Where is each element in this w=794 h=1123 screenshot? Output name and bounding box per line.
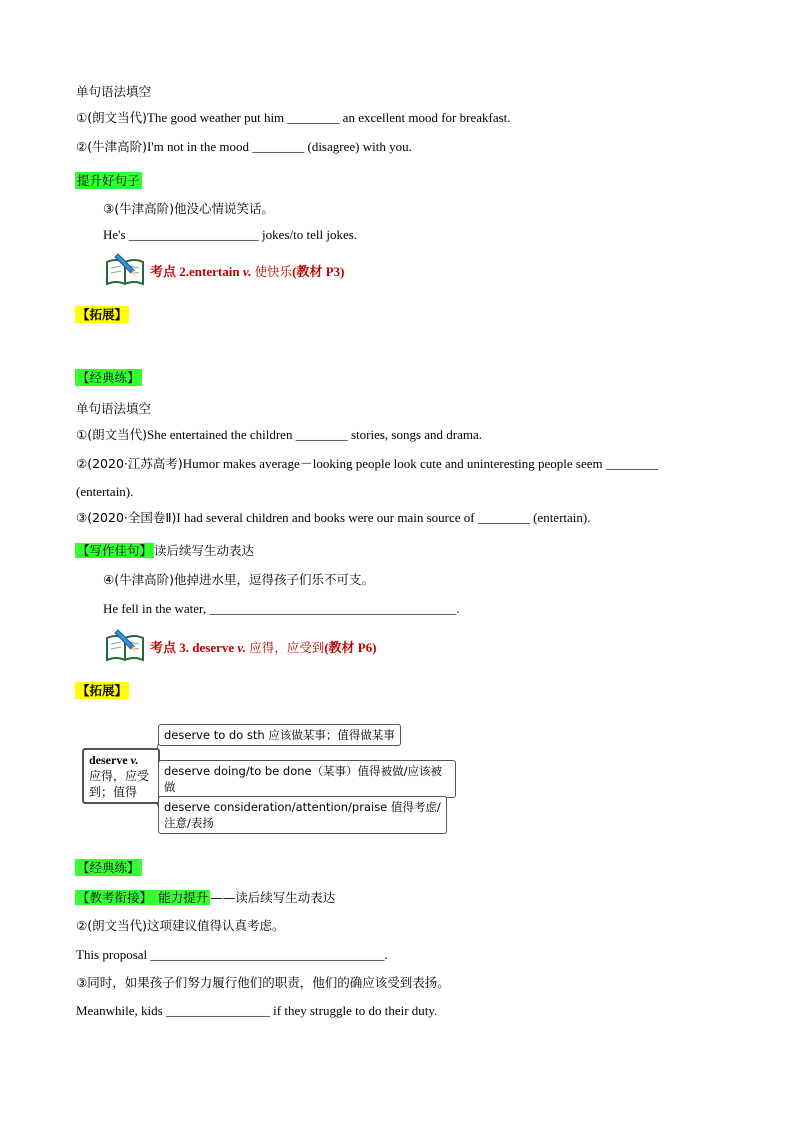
question-text: The good weather put him ________ an excellent mood for breakfast.: [146, 110, 511, 125]
question-number: ③: [76, 510, 88, 525]
writing-tag: 【写作佳句】: [77, 543, 153, 558]
book-pencil-icon: [104, 628, 146, 664]
question-1: [76, 426, 482, 444]
question-number: ②: [76, 456, 88, 471]
jiaokao-section: [75, 889, 335, 907]
jiaokao-tag: 【教考衔接】 能力提升: [77, 890, 209, 905]
question-1: [76, 109, 511, 127]
kaodian-pos: v.: [242, 263, 252, 279]
kaodian-3: [104, 628, 377, 664]
question-source: (朗文当代): [87, 918, 147, 933]
question-3-answer: He's ____________________ jokes/to tell jokes.: [103, 227, 358, 242]
question-2: [76, 455, 658, 473]
kaodian-2: [104, 252, 344, 288]
question-source: (2020·全国卷Ⅱ): [87, 510, 177, 525]
improve-sentence-tag: 提升好句子: [77, 173, 140, 188]
kaodian-meaning: 使快乐: [254, 263, 293, 279]
kaodian-word: entertain: [189, 263, 240, 279]
tuozhan-tag: 【拓展】: [77, 683, 128, 698]
question-number: ④: [103, 572, 115, 587]
jingdian-tag: 【经典练】: [77, 370, 140, 385]
question-number: ①: [76, 110, 88, 125]
writing-section: [75, 542, 254, 560]
question-number: ②: [76, 139, 88, 154]
question-source: (2020·江苏高考): [87, 456, 183, 471]
question-3: [76, 974, 450, 992]
question-text: Humor makes average－looking people look cute and uninteresting people seem ________: [182, 456, 658, 471]
question-text: 同时，如果孩子们努力履行他们的职责，他们的确应该受到表扬。: [87, 975, 450, 990]
mind-map-branch: deserve consideration/attention/praise 值得考虑/ 注意/表扬: [158, 796, 447, 834]
root-meaning: 应得，应受到；值得: [89, 769, 150, 799]
question-text: 这项建议值得认真考虑。: [146, 918, 285, 933]
question-text: I had several children and books were our main source of ________ (entertain).: [176, 510, 591, 525]
question-number: ③: [76, 975, 88, 990]
writing-desc: 读后续写生动表达: [154, 543, 255, 558]
question-text: 他掉进水里，逗得孩子们乐不可支。: [173, 572, 374, 587]
question-2: [76, 138, 412, 156]
question-text: I'm not in the mood ________ (disagree) with you.: [146, 139, 412, 154]
question-3: [103, 200, 274, 218]
question-text: She entertained the children ________ stories, songs and drama.: [146, 427, 483, 442]
kaodian-meaning: 应得，应受到: [249, 639, 325, 655]
tuozhan-tag: 【拓展】: [77, 307, 128, 322]
kaodian-label: 考点 3.: [150, 639, 190, 655]
question-2-continued: (entertain).: [76, 484, 134, 499]
kaodian-pos: v.: [237, 639, 246, 655]
mind-map-branch: deserve to do sth 应该做某事；值得做某事: [158, 724, 401, 746]
book-pencil-icon: [104, 252, 146, 288]
section-heading: 单句语法填空: [76, 401, 152, 416]
root-pos: v.: [130, 753, 139, 767]
question-3: [76, 509, 590, 527]
section-heading: 单句语法填空: [76, 84, 152, 99]
question-number: ①: [76, 427, 88, 442]
question-4-answer: He fell in the water, ______________________________________.: [103, 601, 460, 616]
kaodian-ref: (教材 P3): [292, 263, 345, 279]
question-source: (牛津高阶): [114, 201, 174, 216]
kaodian-label: 考点 2.: [150, 263, 190, 279]
kaodian-word: deserve: [192, 639, 235, 655]
jiaokao-desc: ——读后续写生动表达: [210, 890, 336, 905]
jingdian-tag: 【经典练】: [77, 860, 140, 875]
kaodian-ref: (教材 P6): [324, 639, 377, 655]
root-word: deserve: [89, 753, 128, 767]
mind-map-branch: deserve doing/to be done（某事）值得被做/应该被做: [158, 760, 456, 798]
question-3-answer: Meanwhile, kids ________________ if they struggle to do their duty.: [76, 1003, 438, 1018]
question-2: [76, 917, 285, 935]
question-text: 他没心情说笑话。: [173, 201, 274, 216]
question-number: ②: [76, 918, 88, 933]
question-2-answer: This proposal ____________________________________.: [76, 947, 388, 962]
question-source: (牛津高阶): [87, 139, 147, 154]
question-source: (朗文当代): [87, 427, 147, 442]
mind-map: [76, 716, 456, 840]
question-source: (朗文当代): [87, 110, 147, 125]
question-source: (牛津高阶): [114, 572, 174, 587]
question-number: ③: [103, 201, 115, 216]
question-4: [103, 571, 374, 589]
mind-map-root: [82, 748, 160, 804]
